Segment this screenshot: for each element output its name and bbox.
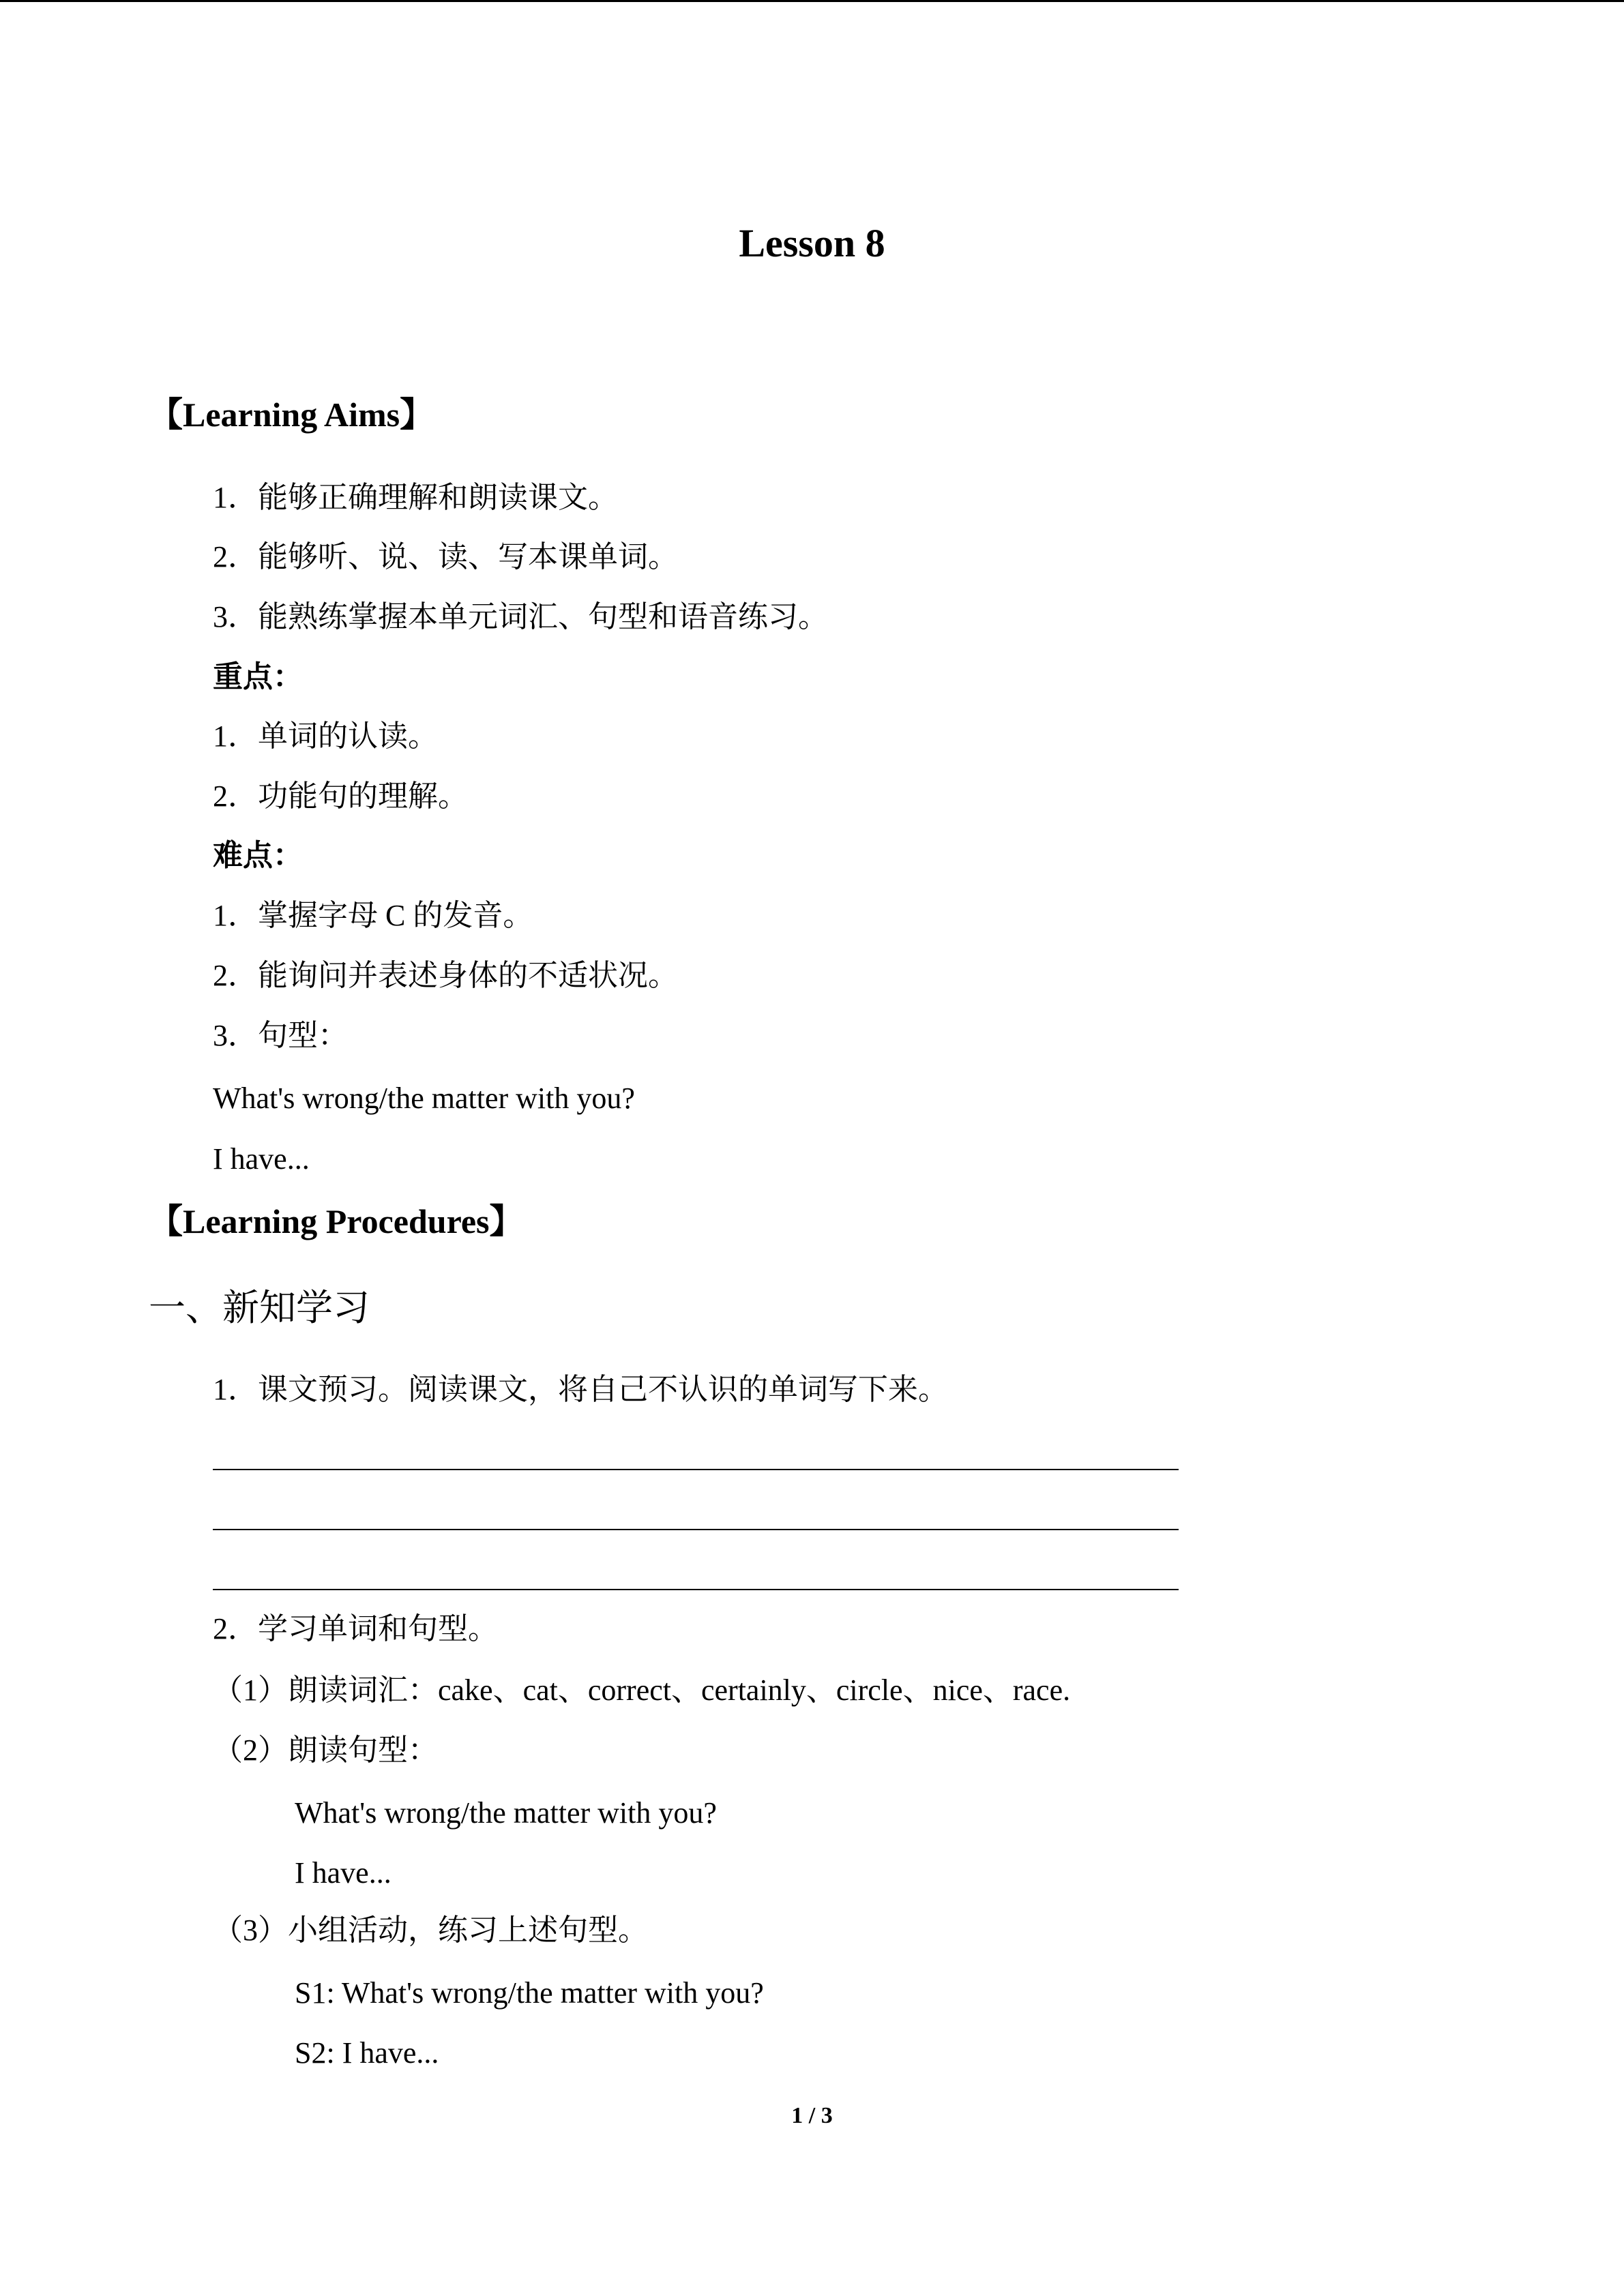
aim-item: 3．能熟练掌握本单元词汇、句型和语音练习。 bbox=[213, 600, 828, 633]
task-2-sub-2: （2）朗读句型： bbox=[213, 1733, 438, 1767]
key-point-item: 2．功能句的理解。 bbox=[213, 779, 468, 813]
aim-item: 2．能够听、说、读、写本课单词。 bbox=[213, 540, 678, 573]
task-1: 1．课文预习。阅读课文，将自己不认识的单词写下来。 bbox=[213, 1373, 948, 1406]
task-2: 2．学习单词和句型。 bbox=[213, 1612, 498, 1645]
learning-aims-heading: 【Learning Aims】 bbox=[149, 396, 434, 434]
sentence-pattern: I have... bbox=[295, 1856, 392, 1890]
key-point-item: 1．单词的认读。 bbox=[213, 719, 438, 753]
answer-line bbox=[213, 1529, 1179, 1530]
difficult-point-item: 2．能询问并表述身体的不适状况。 bbox=[213, 959, 678, 992]
learning-procedures-heading: 【Learning Procedures】 bbox=[149, 1202, 524, 1240]
sentence-pattern: What's wrong/the matter with you? bbox=[213, 1082, 635, 1115]
answer-line bbox=[213, 1469, 1179, 1470]
task-2-sub-3: （3）小组活动，练习上述句型。 bbox=[213, 1913, 648, 1947]
page-title: Lesson 8 bbox=[739, 221, 885, 265]
dialogue-line: S2: I have... bbox=[295, 2036, 439, 2070]
aim-item: 1．能够正确理解和朗读课文。 bbox=[213, 481, 618, 514]
sentence-pattern: What's wrong/the matter with you? bbox=[295, 1796, 717, 1830]
key-points-label: 重点： bbox=[213, 660, 303, 694]
difficult-point-item: 1．掌握字母 C 的发音。 bbox=[213, 899, 533, 932]
task-2-sub-1: （1）朗读词汇：cake、cat、correct、certainly、circle、nice、race. bbox=[213, 1673, 1071, 1707]
dialogue-line: S1: What's wrong/the matter with you? bbox=[295, 1976, 764, 2010]
difficult-points-label: 难点： bbox=[213, 839, 303, 872]
difficult-point-item: 3．句型： bbox=[213, 1019, 348, 1052]
section-title: 一、新知学习 bbox=[149, 1287, 370, 1328]
sentence-pattern: I have... bbox=[213, 1142, 310, 1176]
page-number: 1 / 3 bbox=[791, 2103, 833, 2128]
answer-line bbox=[213, 1589, 1179, 1590]
